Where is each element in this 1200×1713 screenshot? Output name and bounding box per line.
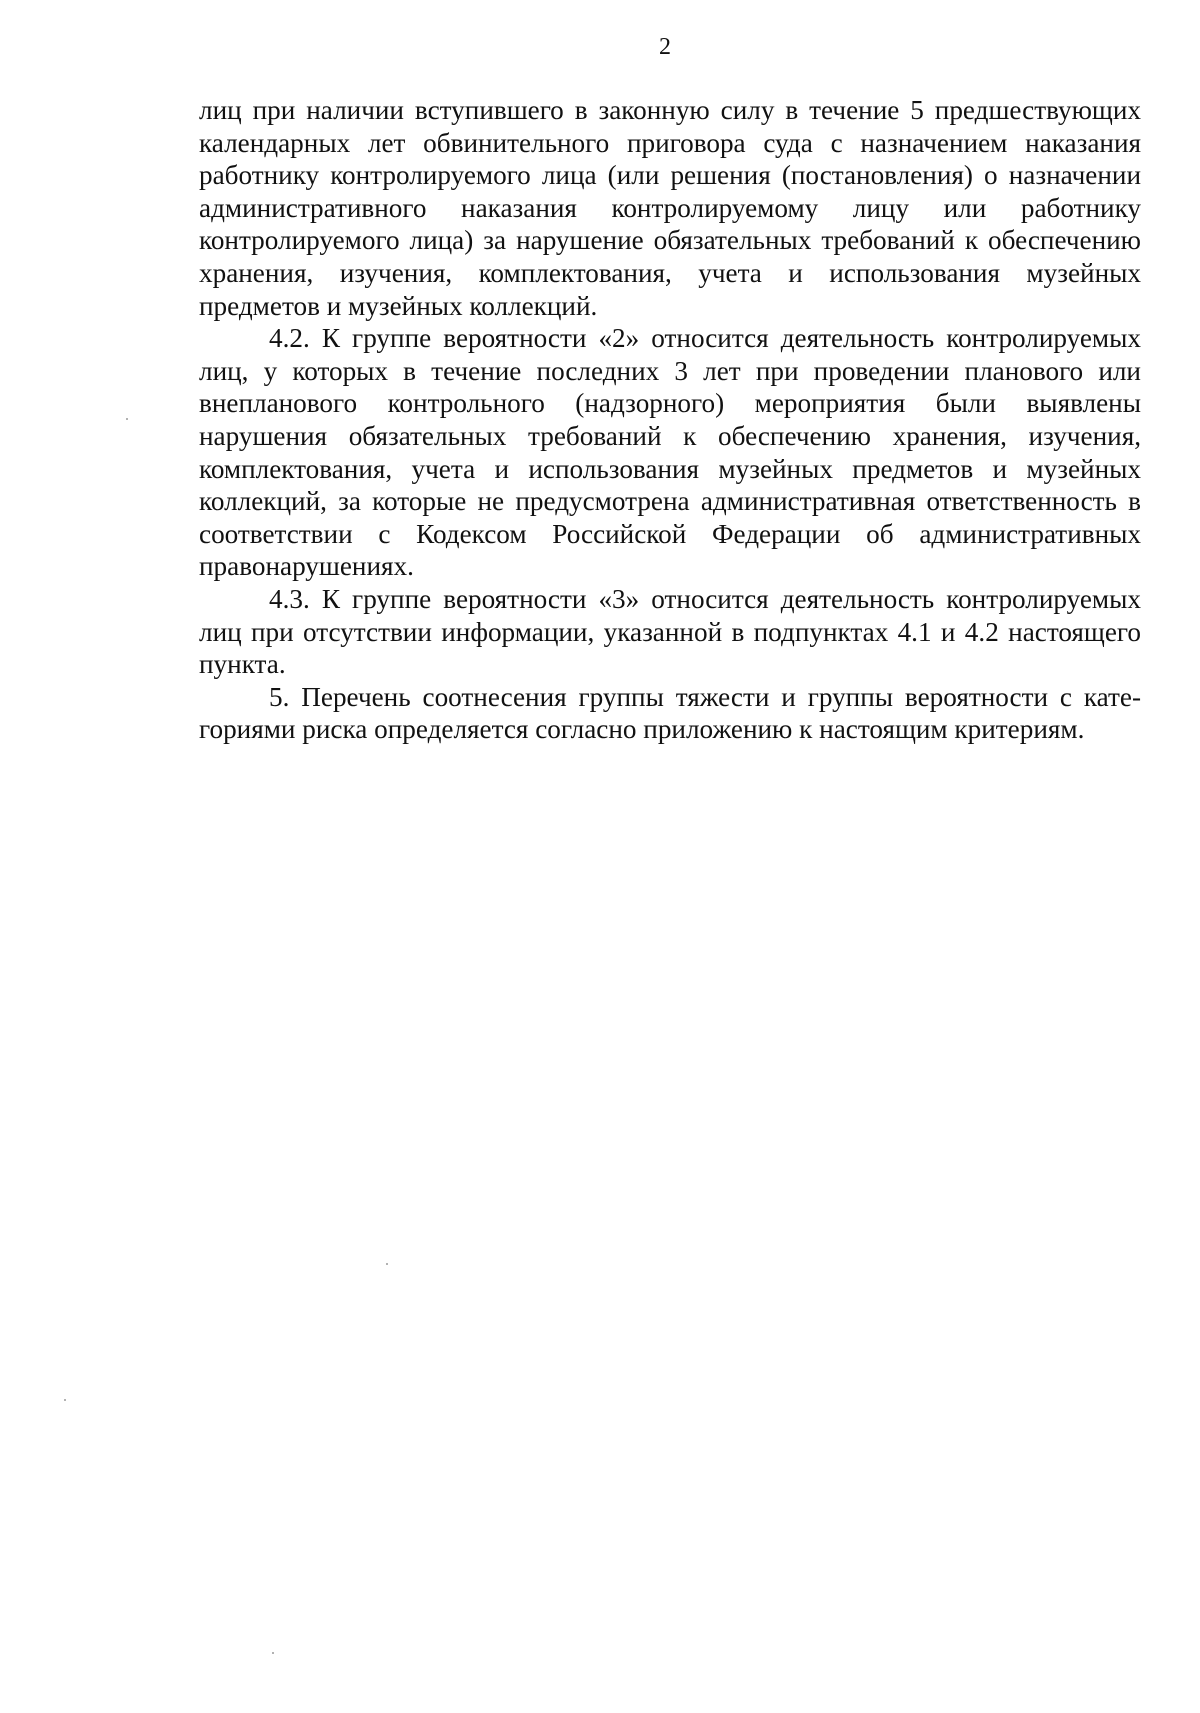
scan-speck	[64, 1399, 66, 1401]
paragraph-item-5: 5. Перечень соотнесения группы тяжести и группы вероятности с категориями риска определяется согласно приложению к настоящим критериям.	[199, 681, 1141, 745]
scan-speck	[386, 1263, 388, 1265]
paragraph-continuation: лиц при наличии вступившего в законную силу в течение 5 предшествующих календарных лет обвинительного приговора суда с назначением наказания работнику контролируемого лица (или решения (постановления) о назначении административного наказания контролируемому лицу или работнику контролируемого лица) за нарушение обязательных требований к обеспечению хранения, изучения, комплектования, учета и использования музейных предметов и музейных коллекций.	[199, 95, 1141, 321]
scan-speck	[272, 1652, 274, 1654]
paragraph-item-4-3: 4.3. К группе вероятности «3» относится деятельность контролируемых лиц при отсутствии информации, указанной в подпунктах 4.1 и 4.2 настоящего пункта.	[199, 583, 1141, 680]
document-body	[199, 94, 1141, 746]
paragraph-item-4-2: 4.2. К группе вероятности «2» относится деятельность контролируемых лиц, у которых в течение последних 3 лет при проведении планового или внепланового контрольного (надзорного) мероприятия были выявлены нарушения обязательных требований к обеспечению хранения, изучения, комплектования, учета и использования музейных предметов и музейных коллекций, за которые не предусмотрена административная ответственность в соответствии с Кодексом Российской Федерации об административных правонарушениях.	[199, 323, 1141, 582]
scan-speck	[126, 418, 128, 420]
page-number: 2	[659, 34, 671, 60]
